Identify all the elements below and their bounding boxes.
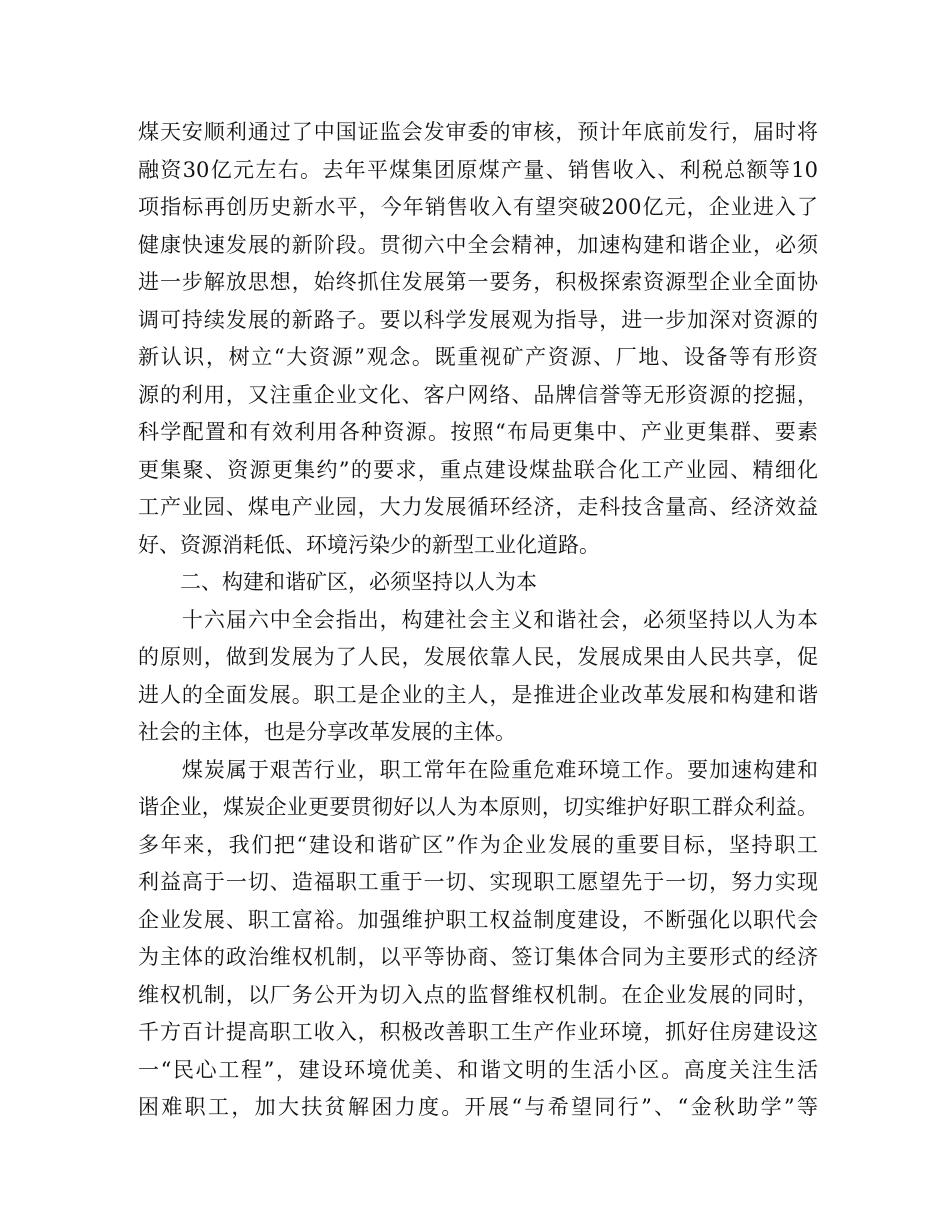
text-line: 好、资源消耗低、环境污染少的新型工业化道路。 xyxy=(138,532,600,557)
text-line: 项指标再创历史新水平，今年销售收入有望突破200亿元，企业进入了 xyxy=(138,195,818,219)
text-line: 困难职工，加大扶贫解困力度。开展“与希望同行”、“金秋助学”等 xyxy=(138,1095,818,1119)
text-line: 煤炭属于艰苦行业，职工常年在险重危难环境工作。要加速构建和 xyxy=(138,757,818,782)
text-line: 煤天安顺利通过了中国证监会发审委的审核，预计年底前发行，届时将 xyxy=(138,120,818,144)
text-line: 为主体的政治维权机制，以平等协商、签订集体合同为主要形式的经济 xyxy=(138,945,818,969)
text-line: 维权机制，以厂务公开为切入点的监督维权机制。在企业发展的同时， xyxy=(138,982,818,1007)
text-line: 工产业园、煤电产业园，大力发展循环经济，走科技含量高、经济效益 xyxy=(138,495,818,519)
text-line: 源的利用，又注重企业文化、客户网络、品牌信誉等无形资源的挖掘， xyxy=(138,382,818,407)
text-line: 的原则，做到发展为了人民，发展依靠人民，发展成果由人民共享，促 xyxy=(138,645,818,669)
text-line: 二、构建和谐矿区，必须坚持以人为本 xyxy=(138,570,537,594)
document-body xyxy=(138,114,818,1127)
text-line: 企业发展、职工富裕。加强维护职工权益制度建设，不断强化以职代会 xyxy=(138,907,818,932)
text-line: 科学配置和有效利用各种资源。按照“布局更集中、产业更集群、要素 xyxy=(138,420,818,444)
text-line: 健康快速发展的新阶段。贯彻六中全会精神，加速构建和谐企业，必须 xyxy=(138,232,818,257)
text-line: 新认识，树立“大资源”观念。既重视矿产资源、厂地、设备等有形资 xyxy=(138,345,818,369)
text-line: 进一步解放思想，始终抓住发展第一要务，积极探索资源型企业全面协 xyxy=(138,270,818,294)
text-line: 谐企业，煤炭企业更要贯彻好以人为本原则，切实维护好职工群众利益。 xyxy=(138,795,818,819)
text-line: 更集聚、资源更集约”的要求，重点建设煤盐联合化工产业园、精细化 xyxy=(138,457,818,482)
text-line: 调可持续发展的新路子。要以科学发展观为指导，进一步加深对资源的 xyxy=(138,307,818,332)
text-line: 利益高于一切、造福职工重于一切、实现职工愿望先于一切，努力实现 xyxy=(138,870,818,894)
text-line: 十六届六中全会指出，构建社会主义和谐社会，必须坚持以人为本 xyxy=(138,607,818,632)
text-line: 多年来，我们把“建设和谐矿区”作为企业发展的重要目标，坚持职工 xyxy=(138,832,818,857)
text-line: 融资30亿元左右。去年平煤集团原煤产量、销售收入、利税总额等10 xyxy=(138,157,818,182)
text-line: 一“民心工程”，建设环境优美、和谐文明的生活小区。高度关注生活 xyxy=(138,1057,818,1082)
text-line: 社会的主体，也是分享改革发展的主体。 xyxy=(138,720,516,744)
text-line: 进人的全面发展。职工是企业的主人，是推进企业改革发展和构建和谐 xyxy=(138,682,818,707)
text-line: 千方百计提高职工收入，积极改善职工生产作业环境，抓好住房建设这 xyxy=(138,1020,818,1044)
